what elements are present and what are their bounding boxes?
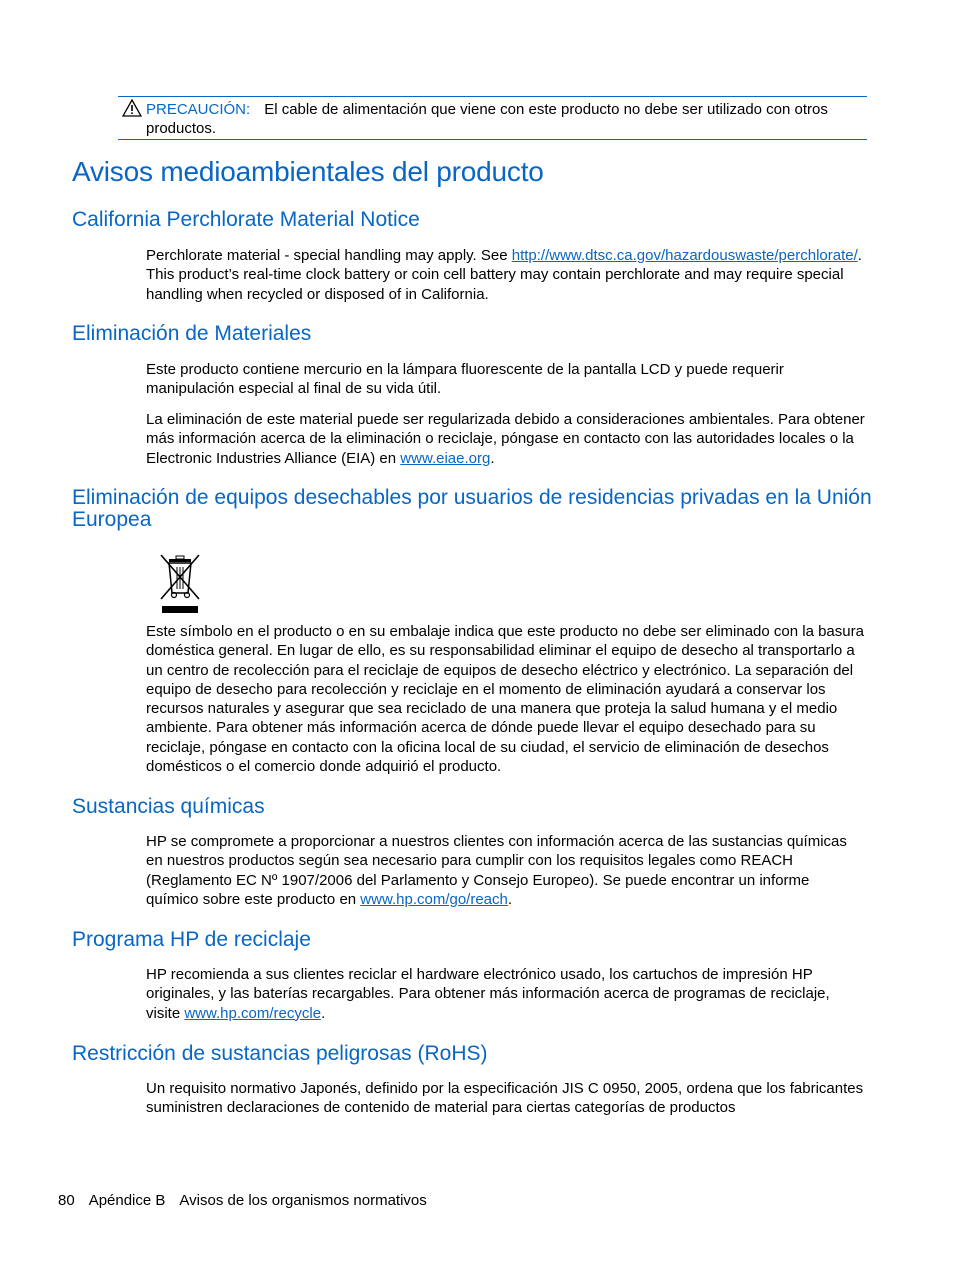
paragraph-chemicals — [146, 832, 866, 909]
link-hp-recycle[interactable]: www.hp.com/recycle — [184, 1004, 322, 1022]
heading-chemicals: Sustancias químicas — [72, 795, 265, 818]
crossed-out-wheelie-bin-icon — [158, 553, 202, 615]
paragraph-weee: Este símbolo en el producto o en su embalaje indica que este producto no debe ser eliminado con la basura doméstica general. En lugar de ello, es su responsabilidad eliminar el equipo de desecho al transportarlo a un centro de recolección para el reciclaje de equipos de desecho eléctrico y electrónico. La separación del equipo de desecho para recolección y reciclaje en el momento de eliminación ayudará a conservar los recursos naturales y asegurar que sea reciclado de una manera que proteja la salud humana y el medio ambiente. Para obtener más información acerca de dónde puede llevar el equipo desechado para su reciclaje, póngase en contacto con la oficina local de su ciudad, el servicio de eliminación de desechos domésticos o el comercio donde adquirió el producto. — [146, 623, 864, 776]
warning-triangle-icon — [122, 99, 142, 117]
heading-materials: Eliminación de Materiales — [72, 322, 312, 345]
paragraph-text: . — [507, 890, 513, 908]
link-hp-reach[interactable]: www.hp.com/go/reach — [360, 890, 508, 908]
caution-text — [146, 100, 858, 138]
heading-rohs: Restricción de sustancias peligrosas (RoHS) — [72, 1042, 488, 1065]
heading-recycling: Programa HP de reciclaje — [72, 928, 311, 951]
footer-chapter: Apéndice B — [88, 1192, 166, 1209]
paragraph-text: . — [321, 1004, 326, 1022]
caution-note — [118, 96, 867, 140]
paragraph-text: HP recomienda a sus clientes reciclar el hardware electrónico usado, los cartuchos de impresión HP originales, y las baterías recargables. Para obtener más información acerca de programas de reciclaje, visite — [146, 966, 830, 1022]
link-eiae[interactable]: www.eiae.org — [400, 449, 491, 467]
paragraph-materials-1: Este producto contiene mercurio en la lámpara fluorescente de la pantalla LCD y puede requerir manipulación especial al final de su vida útil. — [146, 361, 784, 398]
paragraph-text: Perchlorate material - special handling may apply. See — [146, 247, 512, 264]
paragraph-materials-2 — [146, 410, 866, 468]
heading-perchlorate: California Perchlorate Material Notice — [72, 208, 420, 231]
caution-label: PRECAUCIÓN: — [146, 101, 251, 118]
paragraph-text: . This product’s real-time clock battery or coin cell battery may contain perchlorate and may require special handling when recycled or disposed of in California. — [146, 247, 862, 303]
paragraph-text: . — [490, 449, 495, 467]
heading-weee: Eliminación de equipos desechables por usuarios de residencias privadas en la Unión Europea — [72, 486, 872, 531]
page-number: 80 — [58, 1192, 75, 1209]
paragraph-recycling — [146, 965, 866, 1023]
page-footer — [58, 1191, 427, 1210]
paragraph-text: HP se compromete a proporcionar a nuestros clientes con información acerca de las sustancias químicas en nuestros productos según sea necesario para cumplir con los requisitos legales como REACH (Reglamento EC Nº 1907/2006 del Parlamento y Consejo Europeo). Se puede encontrar un informe químico sobre este producto en — [146, 833, 847, 908]
page-title: Avisos medioambientales del producto — [72, 156, 544, 187]
paragraph-rohs: Un requisito normativo Japonés, definido por la especificación JIS C 0950, 2005, ordena que los fabricantes suministren declaraciones de contenido de material para ciertas categorías de productos — [146, 1080, 864, 1117]
paragraph-text: La eliminación de este material puede ser regularizada debido a consideraciones ambientales. Para obtener más información acerca de la eliminación o reciclaje, póngase en contacto con las autoridades locales o la Electronic Industries Alliance (EIA) en — [146, 411, 865, 467]
footer-chapter-title: Avisos de los organismos normativos — [179, 1192, 427, 1209]
paragraph-perchlorate — [146, 246, 866, 304]
link-dtsc-perchlorate[interactable]: http://www.dtsc.ca.gov/hazardouswaste/perchlorate/ — [511, 247, 858, 264]
caution-body: El cable de alimentación que viene con este producto no debe ser utilizado con otros productos. — [146, 101, 828, 137]
